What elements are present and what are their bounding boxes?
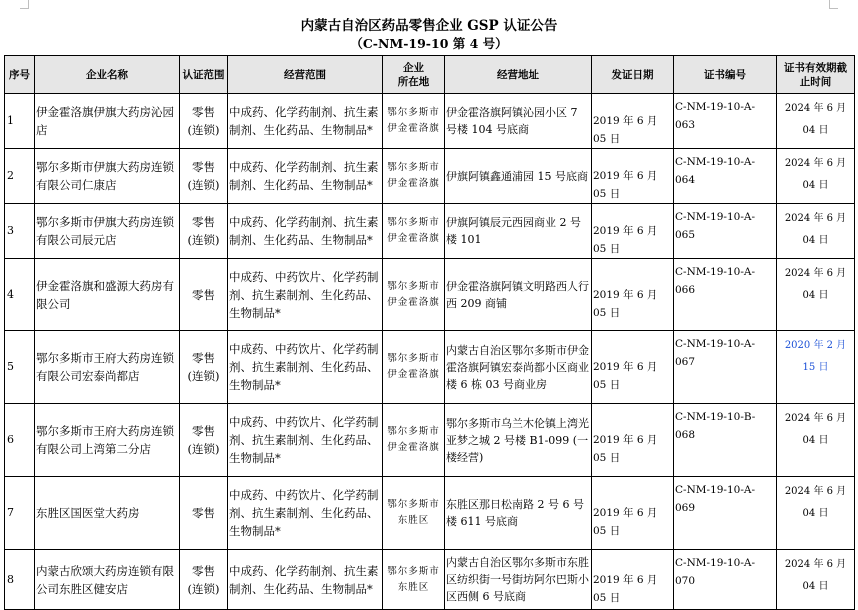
row-address: 内蒙古自治区鄂尔多斯市东胜区纺织街一号街坊阿尔巴斯小区西侧 6 号底商 — [445, 550, 592, 610]
row-location-line1: 鄂尔多斯市 — [387, 162, 440, 173]
row-location — [383, 477, 445, 550]
row-company-name: 鄂尔多斯市伊旗大药房连锁有限公司辰元店 — [35, 204, 180, 259]
row-location-line2: 伊金霍洛旗 — [387, 233, 440, 244]
row-valid-until: 2024 年 6 月 04 日 — [777, 149, 855, 204]
row-address: 东胜区那日松南路 2 号 6 号楼 611 号底商 — [445, 477, 592, 550]
row-cert-no: C-NM-19-10-B-068 — [674, 404, 777, 477]
row-cert-no: C-NM-19-10-A-066 — [674, 259, 777, 331]
row-cert-scope — [180, 550, 228, 610]
row-location — [383, 204, 445, 259]
header-location — [383, 56, 445, 94]
header-location-line2: 所在地 — [397, 75, 430, 88]
row-cert-scope — [180, 404, 228, 477]
row-cert-scope-line1: 零售 — [192, 215, 215, 229]
row-location — [383, 550, 445, 610]
row-location-line2: 伊金霍洛旗 — [387, 178, 440, 189]
row-valid-until: 2020 年 2 月 15 日 — [777, 331, 855, 404]
row-cert-scope — [180, 259, 228, 331]
row-issue-date: 2019 年 6 月 05 日 — [592, 477, 674, 550]
certification-table — [4, 55, 855, 610]
table-row — [5, 94, 855, 149]
header-seq: 序号 — [5, 56, 35, 94]
row-cert-no: C-NM-19-10-A-065 — [674, 204, 777, 259]
row-address: 内蒙古自治区鄂尔多斯市伊金霍洛旗阿镇宏泰尚都小区商业楼 6 栋 03 号商业房 — [445, 331, 592, 404]
table-row — [5, 204, 855, 259]
row-location — [383, 259, 445, 331]
row-cert-scope-line2: (连锁) — [187, 369, 220, 383]
row-biz-scope: 中成药、化学药制剂、抗生素制剂、生化药品、生物制品* — [228, 94, 383, 149]
row-biz-scope: 中成药、中药饮片、化学药制剂、抗生素制剂、生化药品、生物制品* — [228, 404, 383, 477]
row-cert-no: C-NM-19-10-A-067 — [674, 331, 777, 404]
header-biz-scope: 经营范围 — [228, 56, 383, 94]
row-biz-scope: 中成药、中药饮片、化学药制剂、抗生素制剂、生化药品、生物制品* — [228, 477, 383, 550]
header-cert-scope: 认证范围 — [180, 56, 228, 94]
row-location-line2: 伊金霍洛旗 — [387, 296, 440, 308]
row-cert-scope — [180, 94, 228, 149]
row-issue-date: 2019 年 6 月 05 日 — [592, 259, 674, 331]
header-issue-date: 发证日期 — [592, 56, 674, 94]
page-corner-mark-left — [20, 0, 29, 9]
row-company-name: 鄂尔多斯市王府大药房连锁有限公司上湾第二分店 — [35, 404, 180, 477]
row-cert-scope-line2: (连锁) — [187, 581, 220, 596]
row-seq: 1 — [5, 94, 35, 149]
row-issue-date: 2019 年 6 月 05 日 — [592, 204, 674, 259]
row-cert-scope — [180, 477, 228, 550]
row-location-line2: 东胜区 — [397, 515, 430, 526]
row-location-line2: 伊金霍洛旗 — [387, 442, 440, 453]
table-row — [5, 331, 855, 404]
row-location-line1: 鄂尔多斯市 — [387, 499, 440, 510]
row-location — [383, 404, 445, 477]
row-issue-date: 2019 年 6 月 05 日 — [592, 94, 674, 149]
row-company-name: 东胜区国医堂大药房 — [35, 477, 180, 550]
row-biz-scope: 中成药、化学药制剂、抗生素制剂、生化药品、生物制品* — [228, 149, 383, 204]
header-location-line1: 企业 — [403, 61, 424, 74]
row-cert-scope-line1: 零售 — [192, 351, 215, 365]
row-location — [383, 149, 445, 204]
row-seq: 6 — [5, 404, 35, 477]
header-valid-until-line1: 证书有效期截 — [784, 61, 847, 74]
row-valid-until: 2024 年 6 月 04 日 — [777, 259, 855, 331]
row-cert-scope-line2: (连锁) — [187, 178, 220, 192]
row-biz-scope: 中成药、化学药制剂、抗生素制剂、生化药品、生物制品* — [228, 204, 383, 259]
header-valid-until — [777, 56, 855, 94]
table-row — [5, 259, 855, 331]
row-location-line1: 鄂尔多斯市 — [387, 565, 440, 577]
row-location — [383, 94, 445, 149]
table-row — [5, 477, 855, 550]
row-biz-scope: 中成药、中药饮片、化学药制剂、抗生素制剂、生化药品、生物制品* — [228, 259, 383, 331]
document-title: 内蒙古自治区药品零售企业 GSP 认证公告 — [300, 18, 558, 34]
row-seq: 3 — [5, 204, 35, 259]
row-biz-scope: 中成药、化学药制剂、抗生素制剂、生化药品、生物制品* — [228, 550, 383, 610]
row-cert-scope — [180, 149, 228, 204]
row-company-name: 鄂尔多斯市王府大药房连锁有限公司宏泰尚都店 — [35, 331, 180, 404]
header-name: 企业名称 — [35, 56, 180, 94]
row-valid-until: 2024 年 6 月 04 日 — [777, 550, 855, 610]
row-location-line2: 伊金霍洛旗 — [387, 123, 440, 134]
row-seq: 8 — [5, 550, 35, 610]
row-valid-until: 2024 年 6 月 04 日 — [777, 204, 855, 259]
row-cert-no: C-NM-19-10-A-064 — [674, 149, 777, 204]
table-row — [5, 149, 855, 204]
header-valid-until-line2: 止时间 — [799, 75, 832, 88]
row-cert-no: C-NM-19-10-A-070 — [674, 550, 777, 610]
row-seq: 5 — [5, 331, 35, 404]
row-valid-until: 2024 年 6 月 04 日 — [777, 477, 855, 550]
row-company-name: 伊金霍洛旗和盛源大药房有限公司 — [35, 259, 180, 331]
row-location-line1: 鄂尔多斯市 — [387, 426, 440, 437]
row-cert-scope-line1: 零售 — [192, 287, 215, 302]
table-row — [5, 404, 855, 477]
row-address: 伊金霍洛旗阿镇文明路西人行西 209 商铺 — [445, 259, 592, 331]
row-location — [383, 331, 445, 404]
row-seq: 2 — [5, 149, 35, 204]
row-cert-scope-line2: (连锁) — [187, 123, 220, 137]
row-location-line1: 鄂尔多斯市 — [387, 280, 440, 292]
row-cert-scope-line1: 零售 — [192, 424, 215, 438]
row-cert-scope-line2: (连锁) — [187, 233, 220, 247]
row-address: 伊金霍洛旗阿镇沁园小区 7 号楼 104 号底商 — [445, 94, 592, 149]
row-cert-scope-line1: 零售 — [192, 105, 215, 119]
page-corner-mark-right — [829, 0, 838, 9]
row-cert-scope — [180, 204, 228, 259]
row-valid-until: 2024 年 6 月 04 日 — [777, 404, 855, 477]
document-subtitle: （C-NM-19-10 第 4 号） — [350, 36, 508, 51]
row-valid-until: 2024 年 6 月 04 日 — [777, 94, 855, 149]
row-cert-scope-line1: 零售 — [192, 160, 215, 174]
row-cert-scope-line1: 零售 — [192, 506, 215, 520]
row-company-name: 伊金霍洛旗伊旗大药房沁园店 — [35, 94, 180, 149]
row-seq: 7 — [5, 477, 35, 550]
header-row — [5, 56, 855, 94]
row-cert-scope — [180, 331, 228, 404]
row-cert-scope-line2: (连锁) — [187, 442, 220, 456]
row-cert-scope-line1: 零售 — [192, 563, 215, 578]
row-address: 伊旗阿镇辰元西园商业 2 号楼 101 — [445, 204, 592, 259]
row-company-name: 内蒙古欣颂大药房连锁有限公司东胜区健安店 — [35, 550, 180, 610]
row-biz-scope: 中成药、中药饮片、化学药制剂、抗生素制剂、生化药品、生物制品* — [228, 331, 383, 404]
row-location-line1: 鄂尔多斯市 — [387, 353, 440, 364]
row-address: 伊旗阿镇鑫通浦园 15 号底商 — [445, 149, 592, 204]
row-location-line1: 鄂尔多斯市 — [387, 107, 440, 118]
header-cert-no: 证书编号 — [674, 56, 777, 94]
row-location-line2: 伊金霍洛旗 — [387, 369, 440, 380]
header-address: 经营地址 — [445, 56, 592, 94]
row-location-line2: 东胜区 — [397, 581, 430, 593]
row-address: 鄂尔多斯市乌兰木伦镇上湾光亚梦之城 2 号楼 B1-099 (一楼经营) — [445, 404, 592, 477]
row-issue-date: 2019 年 6 月 05 日 — [592, 149, 674, 204]
row-issue-date: 2019 年 6 月 05 日 — [592, 404, 674, 477]
row-seq: 4 — [5, 259, 35, 331]
table-row — [5, 550, 855, 610]
row-issue-date: 2019 年 6 月 05 日 — [592, 550, 674, 610]
row-cert-no: C-NM-19-10-A-069 — [674, 477, 777, 550]
row-issue-date: 2019 年 6 月 05 日 — [592, 331, 674, 404]
row-cert-no: C-NM-19-10-A-063 — [674, 94, 777, 149]
row-company-name: 鄂尔多斯市伊旗大药房连锁有限公司仁康店 — [35, 149, 180, 204]
row-location-line1: 鄂尔多斯市 — [387, 217, 440, 228]
